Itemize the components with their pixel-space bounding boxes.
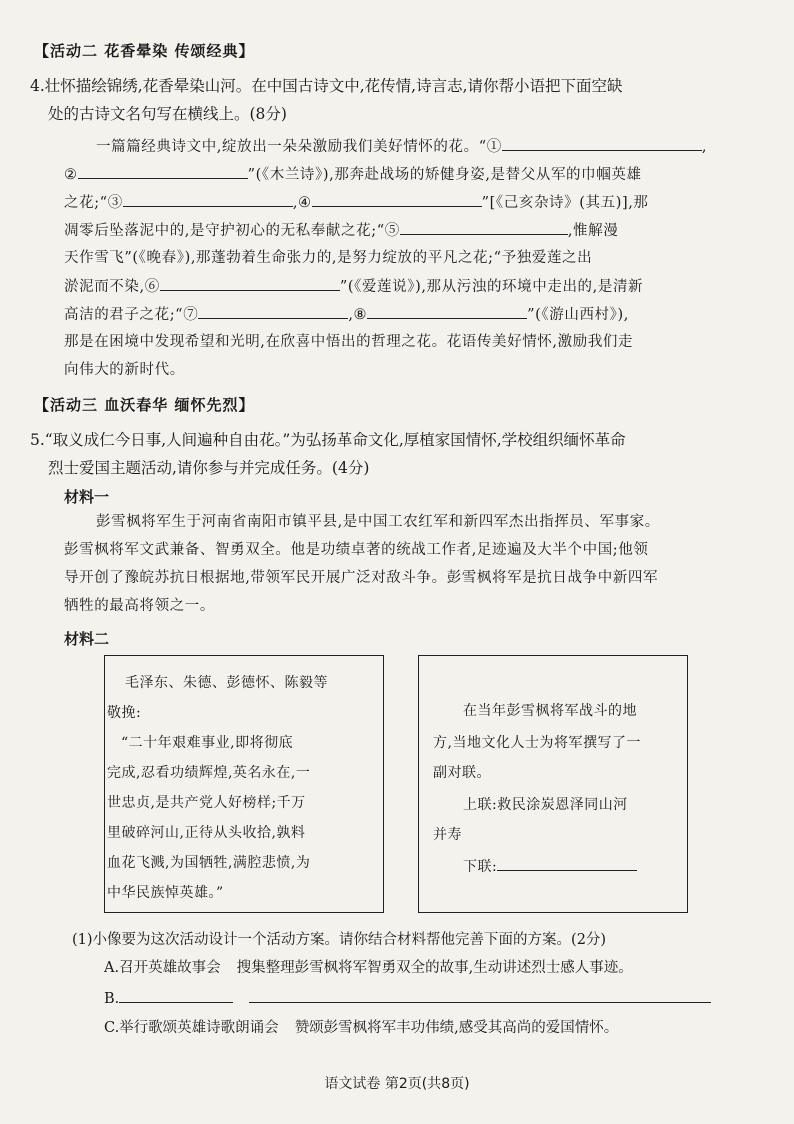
elegy-line-1: 毛泽东、朱德、彭德怀、陈毅等 xyxy=(125,675,328,691)
q4-para-line3: 之花;“③ ,④ ”[《己亥杂诗》(其五)],那 xyxy=(64,188,649,217)
option-a: A.召开英雄故事会 搜集整理彭雪枫将军智勇双全的故事,生动讲述烈士感人事迹。 xyxy=(104,960,633,976)
blank-3[interactable] xyxy=(123,188,293,207)
elegy-line-5: 世忠贞,是共产党人好榜样;千万 xyxy=(107,795,306,811)
couplet-lower-line: 下联: xyxy=(463,850,637,882)
elegy-line-4: 完成,忍看功绩辉煌,英名永在,一 xyxy=(107,765,311,781)
option-c: C.举行歌颂英雄诗歌朗诵会 赞颂彭雪枫将军丰功伟绩,感受其高尚的爱国情怀。 xyxy=(104,1020,619,1036)
material-1-line3: 导开创了豫皖苏抗日根据地,带领军民开展广泛对敌斗争。彭雪枫将军是抗日战争中新四军 xyxy=(64,570,659,586)
couplet-intro-line-1: 在当年彭雪枫将军战斗的地 xyxy=(463,703,637,719)
q4-para-line7: 高洁的君子之花;“⑦ ,⑧ ”(《游山西村》), xyxy=(64,300,629,329)
couplet-intro-line-2: 方,当地文化人士为将军撰写了一 xyxy=(433,735,641,751)
elegy-line-7: 血花飞溅,为国牺牲,满腔悲愤,为 xyxy=(107,855,311,871)
blank-1[interactable] xyxy=(502,132,702,151)
q5-stem-line2: 烈士爱国主题活动,请你参与并完成任务。(4分) xyxy=(48,459,370,477)
option-b-desc-blank[interactable] xyxy=(249,984,711,1003)
blank-2[interactable] xyxy=(78,160,248,179)
material-1-line2: 彭雪枫将军文武兼备、智勇双全。他是功绩卓著的统战工作者,足迹遍及大半个中国;他领 xyxy=(64,542,649,558)
blank-5[interactable] xyxy=(400,216,568,235)
elegy-box xyxy=(104,655,384,913)
q4-para-line2: ② ”(《木兰诗》),那奔赴战场的矫健身姿,是替父从军的巾帼英雄 xyxy=(64,160,642,189)
q4-para-line1: 一篇篇经典诗文中,绽放出一朵朵激励我们美好情怀的花。“① , xyxy=(96,132,707,161)
option-b: B. xyxy=(104,984,711,1013)
couplet-upper-cont: 并寿 xyxy=(433,827,462,843)
section-title-activity-2: 【活动二 花香晕染 传颂经典】 xyxy=(34,42,255,60)
blank-8[interactable] xyxy=(367,300,527,319)
q4-para-line8: 那是在困境中发现希望和光明,在欣喜中悟出的哲理之花。花语传美好情怀,激励我们走 xyxy=(64,334,634,350)
q5-sub1-stem: (1)小像要为这次活动设计一个活动方案。请你结合材料帮他完善下面的方案。(2分) xyxy=(72,932,607,948)
material-1-label: 材料一 xyxy=(64,488,110,506)
q4-para-line4: 凋零后坠落泥中的,是守护初心的无私奉献之花;“⑤ ,惟解漫 xyxy=(64,216,618,245)
material-1-line4: 牺牲的最高将领之一。 xyxy=(64,598,215,614)
couplet-intro-line-3: 副对联。 xyxy=(433,765,491,781)
couplet-lower-blank[interactable] xyxy=(497,850,637,871)
q4-para-line9: 向伟大的新时代。 xyxy=(64,362,185,378)
q4-para-line5: 天作雪飞”(《晚春》),那蓬勃着生命张力的,是努力绽放的平凡之花;“予独爱莲之出 xyxy=(64,250,593,266)
q4-para-line6: 淤泥而不染,⑥ ”(《爱莲说》),那从污浊的环境中走出的,是清新 xyxy=(64,272,643,301)
elegy-line-2: 敬挽: xyxy=(107,705,142,721)
material-2-label: 材料二 xyxy=(64,630,110,648)
elegy-line-8: 中华民族悼英雄。” xyxy=(107,885,224,901)
q5-stem-line1: 5.“取义成仁今日事,人间遍种自由花。”为弘扬革命文化,厚植家国情怀,学校组织缅怀革命 xyxy=(30,431,626,449)
q4-stem-line2: 处的古诗文名句写在横线上。(8分) xyxy=(48,105,287,123)
couplet-upper-line: 上联:救民涂炭恩泽同山河 xyxy=(463,797,628,813)
option-b-name-blank[interactable] xyxy=(119,984,233,1003)
couplet-box xyxy=(418,655,688,913)
section-title-activity-3: 【活动三 血沃春华 缅怀先烈】 xyxy=(34,396,255,414)
elegy-line-6: 里破碎河山,正待从头收拾,孰料 xyxy=(107,825,306,841)
blank-7[interactable] xyxy=(198,300,348,319)
page-footer: 语文试卷 第2页(共8页) xyxy=(324,1076,470,1092)
material-1-line1: 彭雪枫将军生于河南省南阳市镇平县,是中国工农红军和新四军杰出指挥员、军事家。 xyxy=(96,514,660,530)
blank-4[interactable] xyxy=(312,188,482,207)
blank-6[interactable] xyxy=(160,272,340,291)
q4-stem-line1: 4.壮怀描绘锦绣,花香晕染山河。在中国古诗文中,花传情,诗言志,请你帮小语把下面空缺 xyxy=(30,77,623,95)
elegy-line-3: “二十年艰难事业,即将彻底 xyxy=(121,735,294,751)
